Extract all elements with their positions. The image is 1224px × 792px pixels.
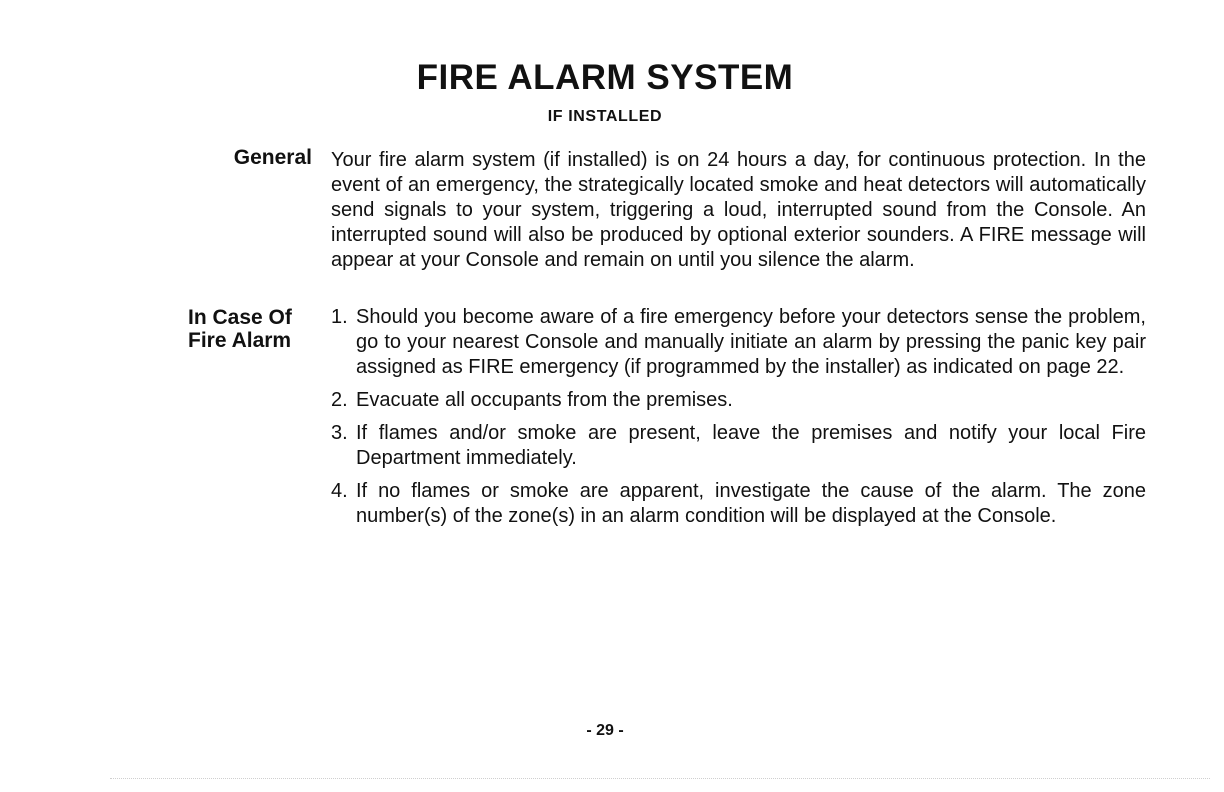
section-label-fire-alarm-line1: In Case Of	[188, 306, 292, 329]
scan-artifact-line	[110, 778, 1210, 779]
step-item	[331, 388, 1146, 413]
step-item	[331, 305, 1146, 380]
step-text: Should you become aware of a fire emergency before your detectors sense the problem, go to your nearest Console and manually initiate an alarm by pressing the panic key pair assigned as FIRE emergency (if programmed by the installer) as indicated on page 22.	[356, 306, 1146, 378]
step-item	[331, 421, 1146, 471]
section-label-fire-alarm-line2: Fire Alarm	[188, 329, 292, 352]
page-number: - 29 -	[586, 722, 624, 739]
page-subtitle: IF INSTALLED	[547, 108, 663, 125]
section-label-general: General	[233, 146, 312, 169]
step-number: 3.	[331, 422, 348, 444]
step-number: 1.	[331, 306, 348, 328]
general-paragraph: Your fire alarm system (if installed) is on 24 hours a day, for continuous protection. In the event of an emergency, the strategically located smoke and heat detectors will automatically send signals to your system, triggering a loud, interrupted sound from the Console. An interrupted sound will also be produced by optional exterior sounders. A FIRE message will appear at your Console and remain on until you silence the alarm.	[331, 149, 1146, 271]
step-number: 4.	[331, 480, 348, 502]
step-text: If flames and/or smoke are present, leave the premises and notify your local Fire Department immediately.	[356, 422, 1146, 469]
step-text: If no flames or smoke are apparent, investigate the cause of the alarm. The zone number(s) of the zone(s) in an alarm condition will be displayed at the Console.	[356, 480, 1146, 527]
fire-alarm-steps	[331, 305, 1146, 537]
step-text: Evacuate all occupants from the premises.	[356, 389, 733, 411]
step-number: 2.	[331, 389, 348, 411]
step-item	[331, 479, 1146, 529]
page-title: FIRE ALARM SYSTEM	[416, 58, 794, 97]
